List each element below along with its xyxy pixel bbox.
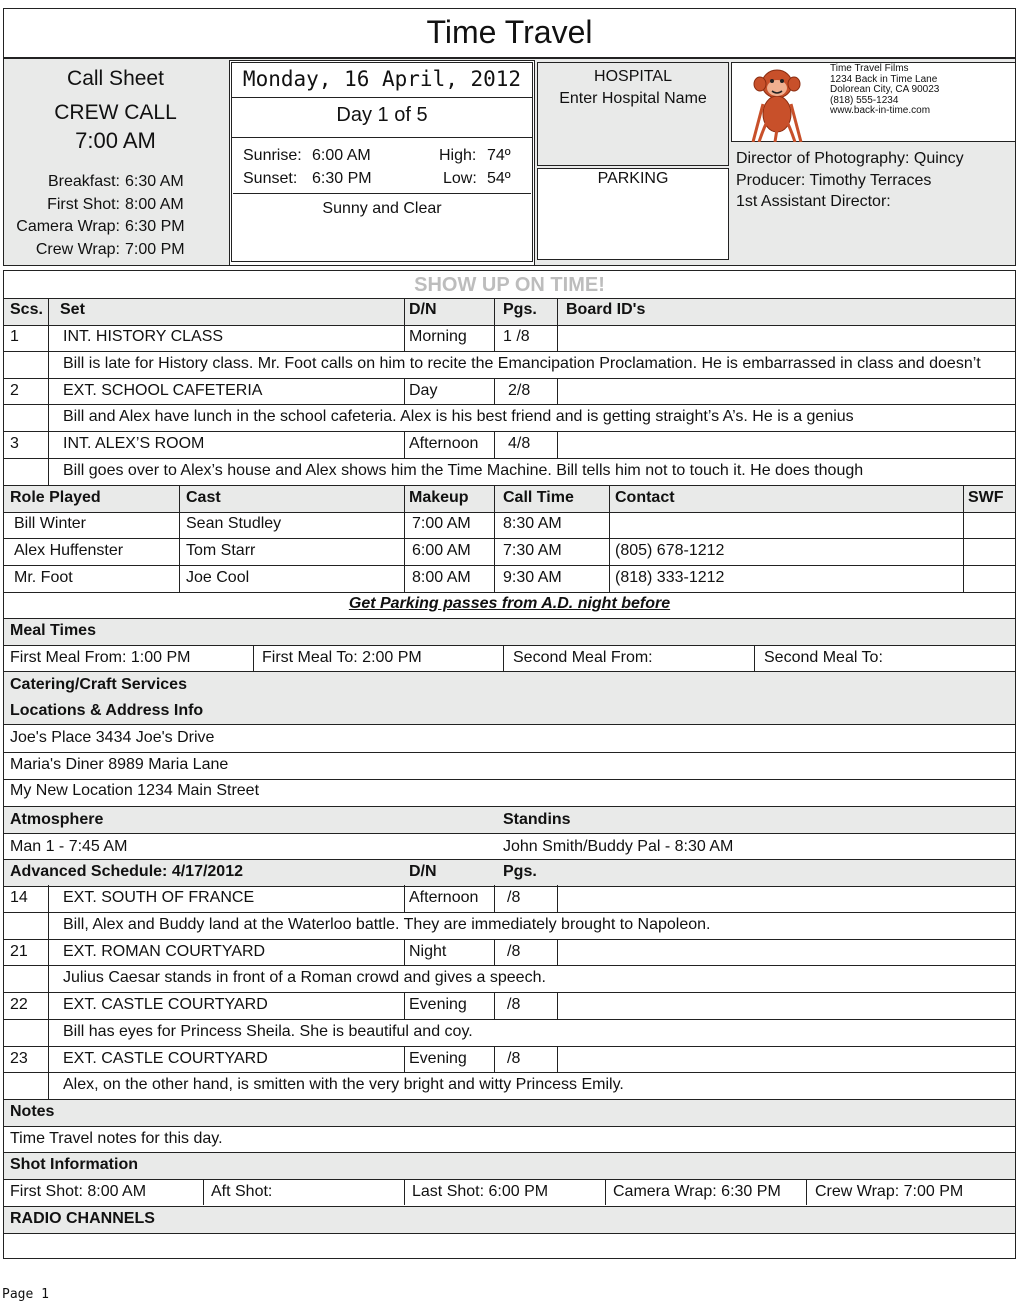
col-pgs: Pgs. [503, 301, 537, 318]
cast-contact: (818) 333-1212 [615, 569, 725, 586]
sunrise-value: 6:00 AM [312, 147, 371, 164]
scene-pgs: 1 /8 [503, 328, 530, 345]
locations-label: Locations & Address Info [10, 702, 204, 719]
cast-makeup: 7:00 AM [412, 515, 471, 532]
adv-scene-dn: Afternoon [409, 889, 479, 906]
adv-scene-set: EXT. CASTLE COURTYARD [63, 1050, 268, 1067]
col-call: Call Time [503, 489, 574, 506]
crew-info [736, 148, 964, 213]
col-contact: Contact [615, 489, 675, 506]
shot-header [4, 1152, 1015, 1180]
adv-scene-dn: Evening [409, 996, 467, 1013]
adv-scene-desc: Bill has eyes for Princess Sheila. She is beautiful and coy. [63, 1023, 473, 1040]
shot-aft: Aft Shot: [211, 1183, 273, 1200]
crew-wrap-row [3, 239, 193, 262]
advanced-label: Advanced Schedule: 4/17/2012 [10, 863, 243, 880]
adv-scene-num: 22 [10, 996, 28, 1013]
col-scs: Scs. [10, 301, 43, 318]
first-meal-from: First Meal From: 1:00 PM [10, 649, 191, 666]
adv-scene-set: EXT. ROMAN COURTYARD [63, 943, 266, 960]
advanced-dn: D/N [409, 863, 437, 880]
radio-header [4, 1206, 1015, 1234]
atmosphere-label: Atmosphere [10, 811, 104, 828]
adv-scene-pgs: /8 [507, 996, 521, 1013]
meal-header-label: Meal Times [10, 622, 96, 639]
cast-makeup: 6:00 AM [412, 542, 471, 559]
col-dn: D/N [409, 301, 437, 318]
weather: Sunny and Clear [322, 200, 442, 217]
cast-role: Bill Winter [14, 515, 87, 532]
parking-label: PARKING [597, 170, 669, 187]
shoot-date: Monday, 16 April, 2012 [242, 67, 522, 91]
cast-name: Sean Studley [186, 515, 282, 532]
scene-pgs: 4/8 [508, 435, 531, 452]
crew-wrap-label: Crew Wrap: [35, 240, 120, 258]
page-number: Page 1 [2, 1287, 49, 1302]
adv-scene-pgs: /8 [507, 1050, 521, 1067]
dp: Director of Photography: Quincy [736, 150, 964, 167]
first-ad: 1st Assistant Director: [736, 193, 891, 210]
producer: Producer: Timothy Terraces [736, 171, 932, 189]
breakfast-value: 6:30 AM [125, 173, 184, 190]
cast-call: 9:30 AM [503, 569, 562, 586]
monkey-logo-icon [745, 64, 810, 142]
hospital-name: Enter Hospital Name [559, 90, 707, 107]
callsheet-times [3, 171, 193, 261]
scene-dn: Morning [409, 328, 467, 345]
shot-last: Last Shot: 6:00 PM [412, 1183, 549, 1200]
cast-contact: (805) 678-1212 [615, 542, 725, 559]
shot-first: First Shot: 8:00 AM [10, 1183, 147, 1200]
adv-scene-desc: Alex, on the other hand, is smitten with the very bright and witty Princess Emily. [63, 1076, 624, 1093]
location-1: Joe's Place 3434 Joe's Drive [10, 729, 215, 746]
cast-name: Joe Cool [186, 569, 250, 586]
adv-scene-num: 14 [10, 889, 28, 906]
notes-label: Notes [10, 1103, 55, 1120]
shot-label: Shot Information [10, 1156, 138, 1173]
location-3: My New Location 1234 Main Street [10, 782, 260, 799]
second-meal-to: Second Meal To: [764, 649, 883, 666]
breakfast-label: Breakfast: [47, 173, 120, 190]
adv-scene-dn: Night [409, 943, 447, 960]
hospital-label: HOSPITAL [594, 68, 672, 85]
scene-num: 3 [10, 435, 19, 452]
shot-camera-wrap: Camera Wrap: 6:30 PM [613, 1183, 781, 1200]
adv-scene-set: EXT. CASTLE COURTYARD [63, 996, 268, 1013]
company-address2: Dolorean City, CA 90023 [830, 84, 940, 96]
radio-label: RADIO CHANNELS [10, 1210, 155, 1227]
atmosphere-value: Man 1 - 7:45 AM [10, 838, 128, 855]
camera-wrap-row [3, 216, 193, 239]
catering-label: Catering/Craft Services [10, 676, 187, 693]
camera-wrap-label: Camera Wrap: [16, 218, 120, 235]
scene-dn: Day [409, 382, 438, 399]
col-swf: SWF [968, 489, 1004, 506]
meal-header [4, 618, 1015, 646]
low-label: Low: [443, 170, 477, 187]
sunset-label: Sunset: [243, 170, 298, 187]
page-title: Time Travel [426, 14, 593, 50]
standins-label: Standins [503, 811, 571, 828]
col-makeup: Makeup [409, 489, 469, 506]
scene-dn: Afternoon [409, 435, 479, 452]
crew-wrap-value: 7:00 PM [125, 240, 185, 258]
company-info [830, 64, 939, 117]
scene-desc: Bill goes over to Alex’s house and Alex shows him the Time Machine. Bill tells him not to touch it. He does though [63, 462, 864, 479]
cast-makeup: 8:00 AM [412, 569, 471, 586]
high-value: 74º [487, 147, 511, 164]
scene-num: 2 [10, 382, 19, 399]
cast-role: Mr. Foot [14, 569, 73, 586]
scene-desc: Bill is late for History class. Mr. Foot calls on him to recite the Emancipation Proclamation. He is embarrassed in class and doesn’t [63, 355, 981, 372]
adv-scene-dn: Evening [409, 1050, 467, 1067]
cast-name: Tom Starr [186, 542, 256, 559]
camera-wrap-value: 6:30 PM [125, 218, 185, 235]
col-cast: Cast [186, 489, 221, 506]
adv-scene-pgs: /8 [507, 889, 521, 906]
day-count: Day 1 of 5 [336, 104, 428, 126]
scene-desc: Bill and Alex have lunch in the school cafeteria. Alex is his best friend and is getting straight’s A’s. He is a genius [63, 408, 854, 425]
breakfast-row [3, 171, 193, 194]
col-role: Role Played [10, 489, 101, 506]
adv-scene-num: 23 [10, 1050, 28, 1067]
scene-set: INT. HISTORY CLASS [63, 328, 224, 345]
callsheet-label: Call Sheet [67, 67, 164, 90]
notes-text: Time Travel notes for this day. [10, 1130, 223, 1147]
notes-header [4, 1099, 1015, 1127]
shot-crew-wrap: Crew Wrap: 7:00 PM [815, 1183, 964, 1200]
company-name: Time Travel Films [830, 63, 909, 74]
scene-set: EXT. SCHOOL CAFETERIA [63, 382, 263, 399]
first-shot-row [3, 194, 193, 217]
adv-scene-desc: Bill, Alex and Buddy land at the Waterloo battle. They are immediately brought to Napoleon. [63, 916, 711, 933]
first-meal-to: First Meal To: 2:00 PM [262, 649, 422, 666]
sunrise-label: Sunrise: [243, 147, 302, 164]
sunset-value: 6:30 PM [312, 170, 372, 187]
first-shot-value: 8:00 AM [125, 195, 184, 213]
company-web[interactable]: www.back-in-time.com [830, 105, 931, 117]
first-shot-label: First Shot: [47, 195, 120, 213]
col-set: Set [60, 301, 85, 318]
company-address1: 1234 Back in Time Lane [830, 73, 938, 85]
high-label: High: [439, 147, 477, 164]
adv-scene-desc: Julius Caesar stands in front of a Roman crowd and gives a speech. [63, 969, 546, 986]
cast-role: Alex Huffenster [14, 542, 124, 559]
parking-note: Get Parking passes from A.D. night before [348, 595, 671, 612]
second-meal-from: Second Meal From: [513, 649, 653, 666]
standins-value: John Smith/Buddy Pal - 8:30 AM [503, 838, 734, 855]
cast-call: 8:30 AM [503, 515, 562, 532]
scene-pgs: 2/8 [508, 382, 531, 399]
advanced-pgs: Pgs. [503, 863, 537, 880]
adv-scene-pgs: /8 [507, 943, 521, 960]
crew-call-time: 7:00 AM [75, 128, 156, 153]
location-2: Maria's Diner 8989 Maria Lane [10, 756, 229, 773]
adv-scene-set: EXT. SOUTH OF FRANCE [63, 889, 255, 906]
crew-call-label: CREW CALL [54, 101, 177, 124]
low-value: 54º [487, 170, 511, 187]
company-phone: (818) 555-1234 [830, 94, 899, 106]
banner: SHOW UP ON TIME! [414, 274, 605, 296]
scene-set: INT. ALEX’S ROOM [63, 435, 205, 452]
scene-num: 1 [10, 328, 19, 345]
cast-call: 7:30 AM [503, 542, 562, 559]
adv-scene-num: 21 [10, 943, 28, 960]
col-board: Board ID's [566, 301, 646, 318]
